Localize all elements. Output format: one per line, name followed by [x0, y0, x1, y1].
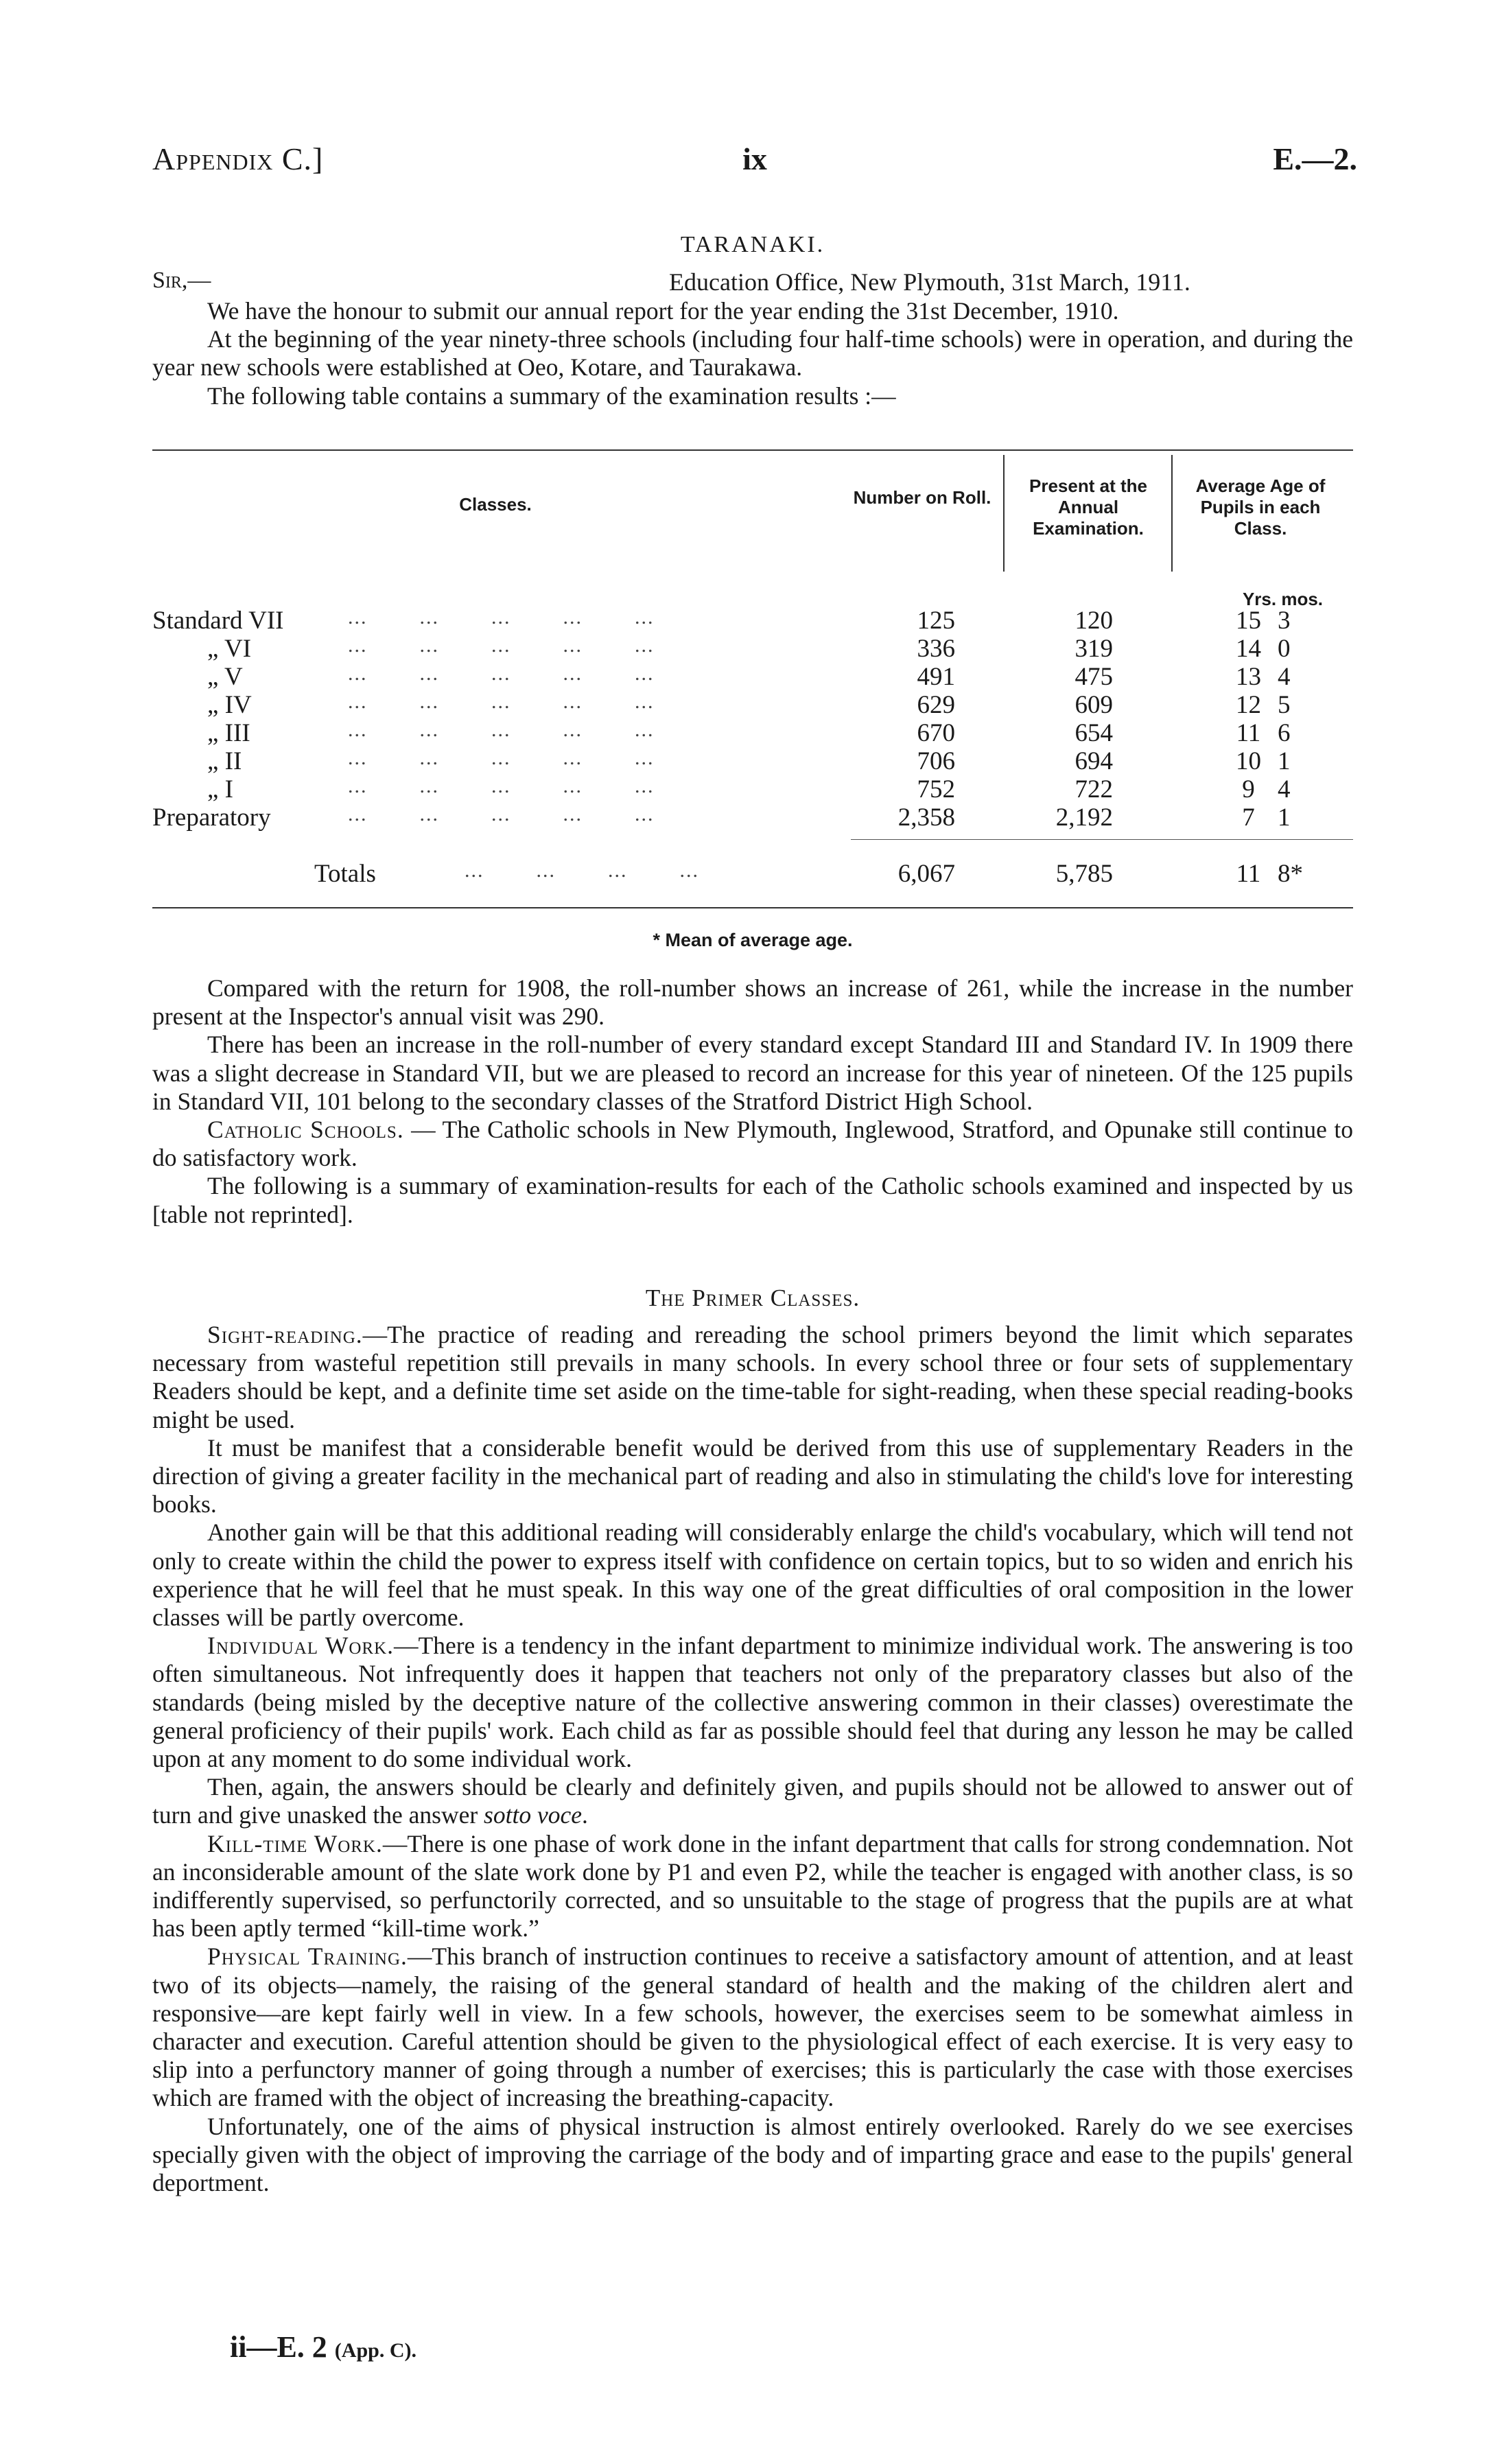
section-lead: Kill-time Work. [207, 1829, 383, 1857]
table-row [152, 690, 1353, 718]
intro-block [152, 297, 1353, 410]
row-present: 654 [1075, 719, 1113, 747]
intro-paragraph: At the beginning of the year ninety-three schools (including four half-time schools) were in operation, and during the year new schools were established at Oeo, Kotare, and Taurakawa. [152, 325, 1353, 382]
leader-dots: ... ... ... ... ... [348, 606, 655, 629]
row-roll: 491 [917, 663, 955, 691]
row-age-mos: 1 [1278, 747, 1291, 775]
header-page-number: ix [742, 141, 767, 176]
col-header-roll: Number on Roll. [853, 487, 991, 508]
totals-row [152, 859, 1353, 887]
row-age-mos: 4 [1278, 663, 1291, 691]
table-row [152, 803, 1353, 830]
region-title: TARANAKI. [680, 232, 825, 257]
row-class: Preparatory [152, 803, 271, 832]
table-top-rule [152, 449, 1353, 451]
salutation: Sir,— [152, 268, 211, 293]
table-row [152, 634, 1353, 661]
table-footnote: * Mean of average age. [653, 930, 853, 950]
paragraph: Then, again, the answers should be clearly and definitely given, and pupils should not be allowed to answer out of turn and give unasked the answer sotto voce. [152, 1773, 1353, 1829]
paragraph: Individual Work.—There is a tendency in the infant department to minimize individual work. The answering is too often simultaneous. Not infrequently does it happen that teachers not only of the preparatory classes but also of the standards (being misled by the deceptive nature of the collective answering common in their classes) overestimate the general proficiency of their pupils' work. Each child as far as possible should feel that during any lesson he may be called upon at any moment to do some individual work. [152, 1632, 1354, 1773]
row-class: „ III [207, 719, 250, 747]
row-present: 694 [1075, 747, 1113, 775]
intro-paragraph: The following table contains a summary of the examination results :— [207, 382, 896, 410]
paragraph: Another gain will be that this additional reading will considerably enlarge the child's vocabulary, which will tend not only to create within the child the power to express itself with confidence on certain topics, but to so widen and enrich his experience that he will feel that he must speak. In this way one of the great difficulties of oral composition in the lower classes will be partly overcome. [152, 1518, 1353, 1632]
totals-rule [851, 839, 1353, 840]
row-age-mos: 5 [1278, 691, 1291, 719]
row-age-yrs: 7 [1242, 803, 1255, 832]
col-header-present: Present at the Annual Examination. [1029, 476, 1147, 539]
table-divider [1003, 455, 1005, 572]
row-class: „ II [207, 747, 242, 775]
leader-dots: ... ... ... ... ... [348, 690, 655, 713]
row-roll: 670 [917, 719, 955, 747]
section-lead: Sight-reading. [207, 1321, 363, 1348]
totals-age-yrs: 11 [1236, 860, 1261, 888]
results-table [152, 449, 1353, 950]
leader-dots: ... ... ... ... [465, 859, 699, 882]
totals-age-mos: 8* [1278, 860, 1303, 888]
row-class: Standard VII [152, 607, 284, 635]
col-header-age: Average Age of Pupils in each Class. [1195, 476, 1326, 539]
totals-present: 5,785 [1055, 860, 1113, 888]
table-row [152, 606, 1353, 633]
row-present: 475 [1075, 663, 1113, 691]
leader-dots: ... ... ... ... ... [348, 747, 655, 769]
paragraph: There has been an increase in the roll-number of every standard except Standard III and Standard IV. In 1909 there was a slight decrease in Standard VII, but we are pleased to record an increase for this year of nineteen. Of the 125 pupils in Standard VII, 101 belong to the secondary classes of the Stratford District High School. [152, 1031, 1353, 1115]
row-age-yrs: 9 [1242, 775, 1255, 803]
row-age-yrs: 10 [1236, 747, 1261, 775]
row-age-yrs: 12 [1236, 691, 1261, 719]
leader-dots: ... ... ... ... ... [348, 634, 655, 657]
totals-roll: 6,067 [897, 860, 955, 888]
row-age-mos: 4 [1278, 775, 1291, 803]
table-divider [1171, 455, 1173, 572]
paragraph: It must be manifest that a considerable benefit would be derived from this use of supplementary Readers in the direction of giving a greater facility in the mechanical part of reading and also in stimulating the child's love for interesting books. [152, 1433, 1353, 1518]
table-row [152, 662, 1353, 690]
section-lead: Physical Training. [207, 1943, 408, 1971]
header-appendix: Appendix C.] [152, 141, 324, 176]
row-roll: 629 [917, 691, 955, 719]
row-age-mos: 3 [1278, 607, 1291, 635]
row-present: 120 [1075, 607, 1113, 635]
table-row [152, 747, 1353, 774]
table-row [152, 775, 1353, 802]
paragraph: Compared with the return for 1908, the roll-number shows an increase of 261, while the increase in the number present at the Inspector's annual visit was 290. [152, 974, 1353, 1031]
paragraph: Physical Training.—This branch of instruction continues to receive a satisfactory amount of attention, and at least two of its objects—namely, the raising of the general standard of health and the making of the children alert and responsive—are kept fairly well in view. In a few schools, however, the exercises seem to be somewhat aimless in character and execution. Careful attention should be given to the physiological effect of each exercise. It is very easy to slip into a perfunctory manner of going through a number of exercises; this is particularly the case with those exercises which are framed with the object of increasing the breathing-capacity. [152, 1943, 1353, 2112]
row-age-yrs: 11 [1236, 719, 1261, 747]
leader-dots: ... ... ... ... ... [348, 662, 655, 685]
row-age-mos: 6 [1278, 719, 1291, 747]
header-series: E.—2. [1273, 141, 1357, 176]
row-age-yrs: 13 [1236, 663, 1261, 691]
row-roll: 706 [917, 747, 955, 775]
row-present: 609 [1075, 691, 1113, 719]
intro-paragraph: We have the honour to submit our annual report for the year ending the 31st December, 1910. [207, 297, 1119, 325]
row-age-mos: 0 [1278, 635, 1291, 663]
row-roll: 125 [917, 607, 955, 635]
paragraph: Unfortunately, one of the aims of physical instruction is almost entirely overlooked. Rarely do we see exercises specially given with the object of improving the carriage of the body and of imparting grace and ease to the pupils' general deportment. [152, 2112, 1353, 2197]
table-bottom-rule [152, 907, 1353, 908]
row-roll: 336 [917, 635, 955, 663]
running-header [152, 141, 1357, 182]
row-present: 2,192 [1055, 803, 1113, 832]
paragraph: The following is a summary of examination-results for each of the Catholic schools examined and inspected by us [table not reprinted]. [152, 1172, 1353, 1228]
row-age-yrs: 15 [1236, 607, 1261, 635]
section-lead: Individual Work. [207, 1632, 395, 1660]
row-class: „ IV [207, 691, 252, 719]
row-class: „ VI [207, 635, 252, 663]
primer-heading: The Primer Classes. [645, 1284, 860, 1311]
row-roll: 2,358 [897, 803, 955, 832]
leader-dots: ... ... ... ... ... [348, 718, 655, 741]
paragraph: Sight-reading.—The practice of reading and rereading the school primers beyond the limit which separates necessary from wasteful repetition still prevails in many schools. In every school three or four sets of supplementary Readers should be kept, and a definite time set aside on the time-table for sight-reading, when these special reading-books might be used. [152, 1321, 1353, 1433]
row-class: „ V [207, 663, 243, 691]
dateline: Education Office, New Plymouth, 31st March, 1911. [669, 268, 1190, 296]
leader-dots: ... ... ... ... ... [348, 775, 655, 797]
printer-signature: ii—E. 2 (App. C). [230, 2330, 416, 2364]
totals-label: Totals [314, 860, 376, 888]
leader-dots: ... ... ... ... ... [348, 803, 655, 825]
table-row [152, 718, 1353, 746]
row-age-yrs: 14 [1236, 635, 1261, 663]
row-present: 319 [1075, 635, 1113, 663]
row-roll: 752 [917, 775, 955, 803]
primer-body [152, 1321, 1353, 2197]
section-lead: Catholic Schools. [207, 1116, 404, 1144]
col-header-classes: Classes. [459, 494, 532, 515]
paragraph: Catholic Schools. — The Catholic schools in New Plymouth, Inglewood, Stratford, and Opunake still continue to do satisfactory work. [152, 1116, 1353, 1172]
paragraph: Kill-time Work.—There is one phase of work done in the infant department that calls for strong condemnation. Not an inconsiderable amount of the slate work done by P1 and even P2, while the teacher is engaged with another class, is so indifferently supervised, so perfunctorily corrected, and so unsuitable to the stage of progress that the pupils are at what has been aptly termed “kill-time work.” [152, 1829, 1354, 1943]
report-body [152, 974, 1353, 1229]
row-age-mos: 1 [1278, 803, 1291, 832]
age-units: Yrs. mos. [1242, 589, 1324, 609]
row-class: „ I [207, 775, 233, 803]
row-present: 722 [1075, 775, 1113, 803]
